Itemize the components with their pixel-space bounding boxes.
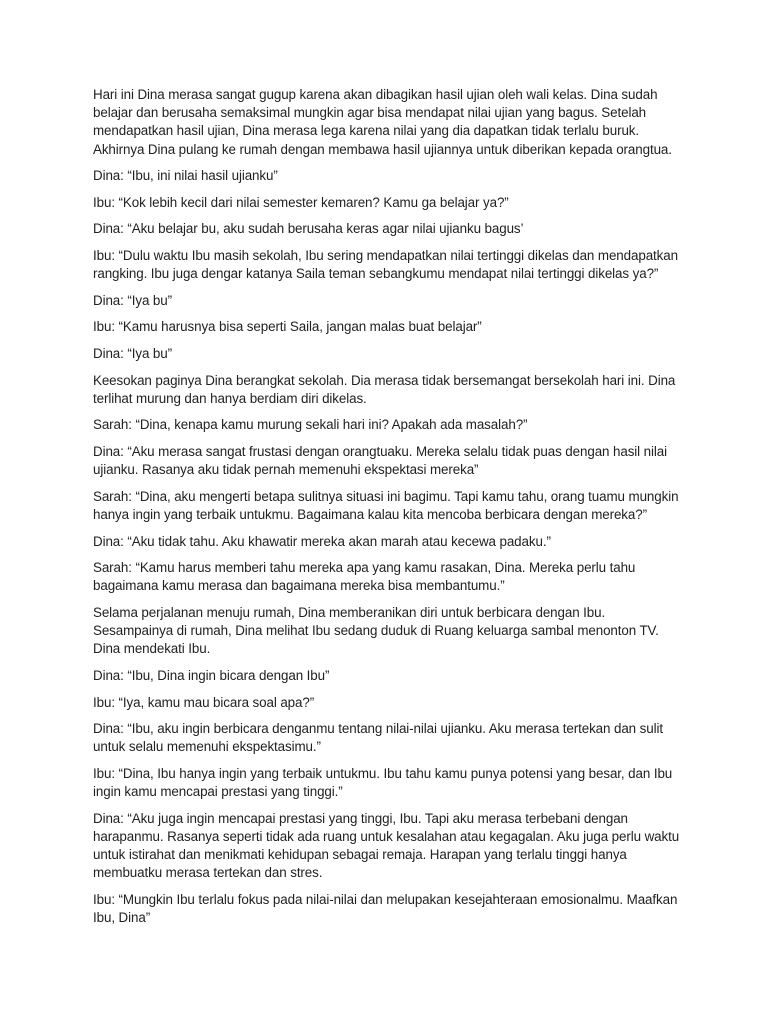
dialogue-line: Dina: “Ibu, aku ingin berbicara denganmu tentang nilai-nilai ujianku. Aku merasa tertekan dan sulit untuk selalu memenuhi ekspektasimu.” <box>93 721 663 755</box>
dialogue-line: Dina: “Aku belajar bu, aku sudah berusaha keras agar nilai ujianku bagus’ <box>93 221 524 237</box>
paragraph-intro: Hari ini Dina merasa sangat gugup karena akan dibagikan hasil ujian oleh wali kelas. Dina sudah belajar dan berusaha semaksimal mungkin agar bisa mendapat nilai ujian yang bagus. Setelah mendapatkan hasil ujian, Dina merasa lega karena nilai yang dia dapatkan tidak terlalu buruk. Akhirnya Dina pulang ke rumah dengan membawa hasil ujiannya untuk diberikan kepada orangtua. <box>93 87 672 157</box>
dialogue-line: Ibu: “Kamu harusnya bisa seperti Saila, jangan malas buat belajar” <box>93 319 482 335</box>
narrative-paragraph: Selama perjalanan menuju rumah, Dina memberanikan diri untuk berbicara dengan Ibu. Sesampainya di rumah, Dina melihat Ibu sedang duduk di Ruang keluarga sambal menonton TV. Dina mendekati Ibu. <box>93 604 659 657</box>
dialogue-line: Dina: “Aku merasa sangat frustasi dengan orangtuaku. Mereka selalu tidak puas dengan hasil nilai ujianku. Rasanya aku tidak pernah memenuhi ekspektasi mereka” <box>93 443 667 478</box>
dialogue-line: Sarah: “Dina, kenapa kamu murung sekali hari ini? Apakah ada masalah?” <box>93 417 528 433</box>
dialogue-line: Ibu: “Iya, kamu mau bicara soal apa?” <box>93 694 315 710</box>
dialogue-line: Ibu: “Mungkin Ibu terlalu fokus pada nilai-nilai dan melupakan kesejahteraan emosionalmu. Maafkan Ibu, Dina” <box>93 891 678 926</box>
narrative-paragraph: Keesokan paginya Dina berangkat sekolah. Dia merasa tidak bersemangat bersekolah hari ini. Dina terlihat murung dan hanya berdiam diri dikelas. <box>93 372 676 406</box>
dialogue-line: Dina: “Ibu, Dina ingin bicara dengan Ibu” <box>93 667 330 683</box>
dialogue-line: Sarah: “Dina, aku mengerti betapa sulitnya situasi ini bagimu. Tapi kamu tahu, orang tuamu mungkin hanya ingin yang terbaik untukmu. Bagaimana kalau kita mencoba berbicara dengan mereka?” <box>93 488 679 522</box>
dialogue-line: Ibu: “Dina, Ibu hanya ingin yang terbaik untukmu. Ibu tahu kamu punya potensi yang besar, dan Ibu ingin kamu mencapai prestasi yang tinggi.” <box>93 765 673 800</box>
dialogue-line: Dina: “Ibu, ini nilai hasil ujianku” <box>93 168 278 184</box>
dialogue-line: Dina: “Iya bu” <box>93 345 172 361</box>
dialogue-line: Ibu: “Dulu waktu Ibu masih sekolah, Ibu sering mendapatkan nilai tertinggi dikelas dan mendapatkan rangking. Ibu juga dengar katanya Saila teman sebangkumu mendapat nilai tertinggi dikelas ya?” <box>93 247 678 282</box>
dialogue-line: Ibu: “Kok lebih kecil dari nilai semester kemaren? Kamu ga belajar ya?” <box>93 194 509 210</box>
document-body <box>93 86 688 927</box>
dialogue-line: Dina: “Aku juga ingin mencapai prestasi yang tinggi, Ibu. Tapi aku merasa terbebani dengan harapanmu. Rasanya seperti tidak ada ruang untuk kesalahan atau kegagalan. Aku juga perlu waktu untuk istirahat dan menikmati kehidupan sebagai remaja. Harapan yang terlalu tinggi hanya membuatku merasa tertekan dan stres. <box>93 810 680 881</box>
dialogue-line: Sarah: “Kamu harus memberi tahu mereka apa yang kamu rasakan, Dina. Mereka perlu tahu bagaimana kamu merasa dan bagaimana mereka bisa membantumu.” <box>93 560 636 594</box>
dialogue-line: Dina: “Iya bu” <box>93 292 172 308</box>
dialogue-line: Dina: “Aku tidak tahu. Aku khawatir mereka akan marah atau kecewa padaku.” <box>93 533 551 549</box>
